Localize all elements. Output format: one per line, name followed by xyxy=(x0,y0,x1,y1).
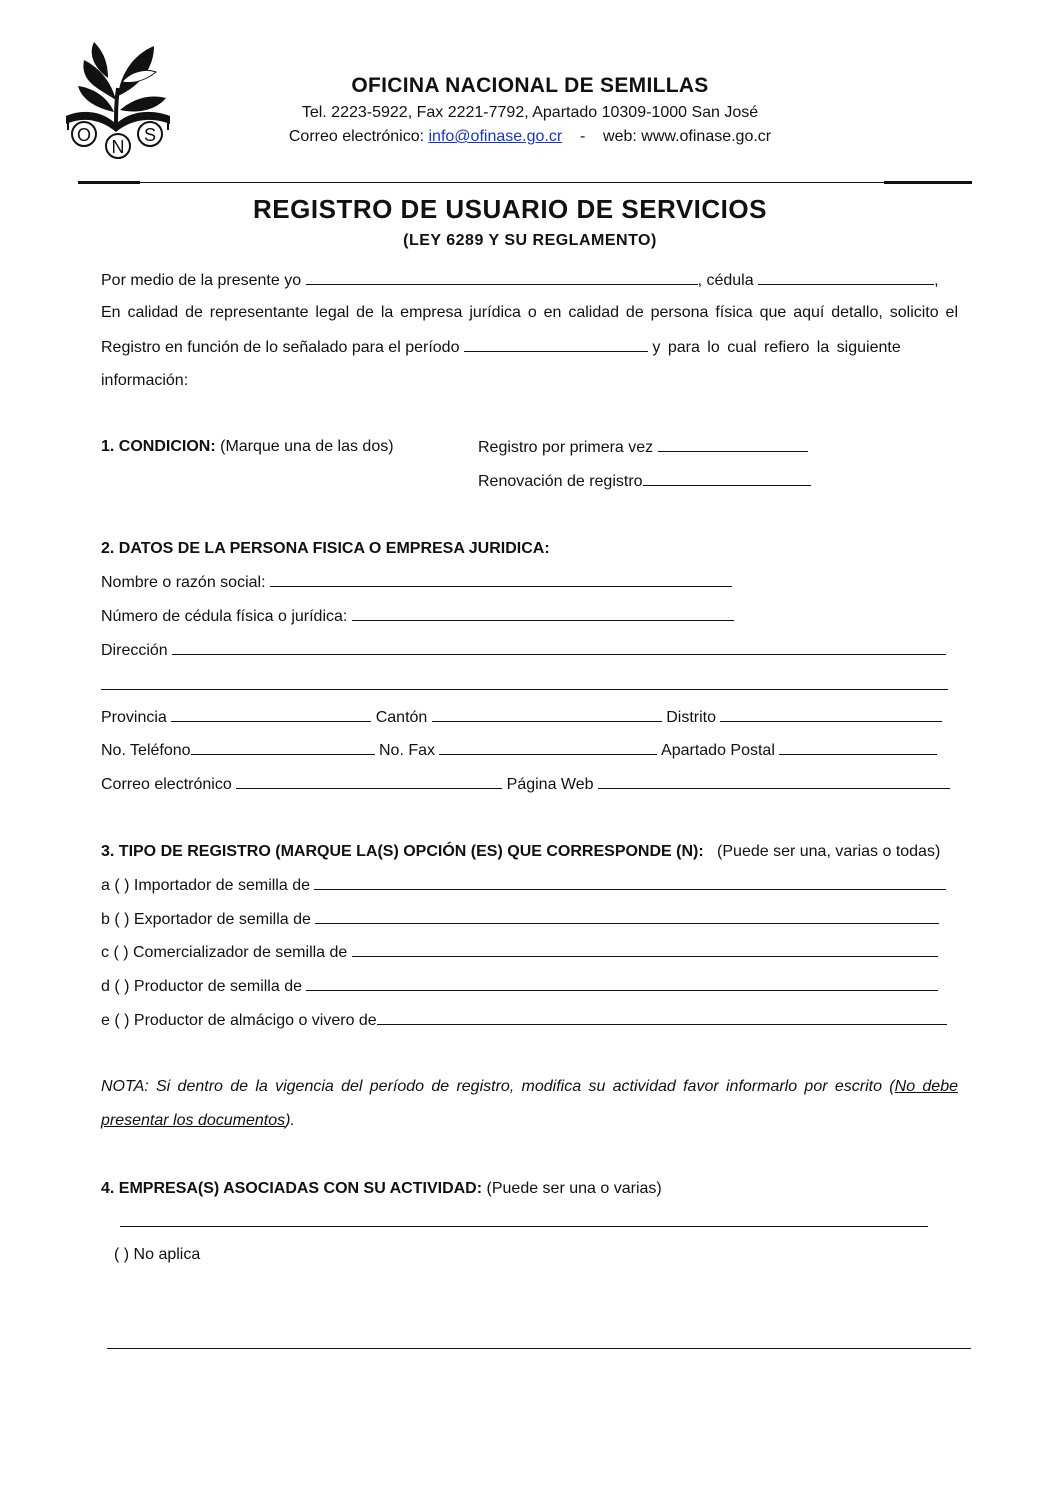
condition-renewal-label: Renovación de registro xyxy=(478,473,643,490)
condition-first-time xyxy=(478,437,808,458)
address-blank-2[interactable] xyxy=(101,689,948,690)
id-row xyxy=(101,606,734,627)
option-d-checkbox[interactable]: d ( ) xyxy=(101,978,130,995)
section1-heading-line xyxy=(101,437,394,457)
phone-blank[interactable] xyxy=(191,740,375,755)
note-text: NOTA: Si dentro de la vigencia del período de registro, modifica su actividad favor informarlo por escrito ( xyxy=(101,1078,895,1095)
option-a-checkbox[interactable]: a ( ) xyxy=(101,877,130,894)
option-e-checkbox[interactable]: e ( ) xyxy=(101,1012,130,1029)
pobox-blank[interactable] xyxy=(779,740,937,755)
condition-first-time-blank[interactable] xyxy=(658,437,808,452)
phone-row xyxy=(101,740,937,761)
address-row xyxy=(101,640,946,661)
condition-first-time-label: Registro por primera vez xyxy=(478,439,654,456)
logo-letter-o: O xyxy=(76,125,92,145)
option-d-blank[interactable] xyxy=(306,976,938,991)
option-a-label: Importador de semilla de xyxy=(133,877,310,894)
intro-text-refiero: y para lo cual refiero la siguiente xyxy=(652,339,901,356)
email-link[interactable]: info@ofinase.go.cr xyxy=(428,128,563,145)
org-name: OFICINA NACIONAL DE SEMILLAS xyxy=(351,74,709,97)
business-name-label: Nombre o razón social: xyxy=(101,574,266,591)
page-title: REGISTRO DE USUARIO DE SERVICIOS xyxy=(253,194,767,224)
period-blank[interactable] xyxy=(464,337,648,352)
condition-renewal xyxy=(478,471,811,492)
canton-label: Cantón xyxy=(375,709,428,726)
header-rule-right xyxy=(884,181,972,184)
org-email-web-line xyxy=(240,128,820,146)
logo-letter-s: S xyxy=(143,125,157,145)
note-end: ). xyxy=(285,1112,295,1129)
province-blank[interactable] xyxy=(171,707,371,722)
option-c-label: Comercializador de semilla de xyxy=(133,944,348,961)
option-d-label: Productor de semilla de xyxy=(133,978,302,995)
email-row xyxy=(101,774,950,795)
intro-text-periodo: Registro en función de lo señalado para el período xyxy=(101,339,460,356)
pobox-label: Apartado Postal xyxy=(661,742,775,759)
phone-label: No. Teléfono xyxy=(101,742,191,759)
id-number-blank[interactable] xyxy=(352,606,734,621)
address-label: Dirección xyxy=(101,642,168,659)
register-option-d xyxy=(101,976,938,997)
section4-heading: 4. EMPRESA(S) ASOCIADAS CON SU ACTIVIDAD: xyxy=(101,1180,483,1197)
section3-heading: 3. TIPO DE REGISTRO (MARQUE LA(S) OPCIÓN (ES) QUE CORRESPONDE (N): xyxy=(101,843,704,860)
logo-letter-n: N xyxy=(111,137,125,157)
section4-note: (Puede ser una o varias) xyxy=(486,1180,662,1197)
header-rule-left xyxy=(78,181,140,184)
section3-note: (Puede ser una, varias o todas) xyxy=(717,843,941,860)
intro-line-2: En calidad de representante legal de la empresa jurídica o en calidad de persona física que aquí detallo, solicito el xyxy=(101,304,958,321)
intro-text-yo: Por medio de la presente yo xyxy=(101,272,302,289)
web-address: web: www.ofinase.go.cr xyxy=(603,128,772,145)
header-rule-middle xyxy=(140,182,884,183)
district-label: Distrito xyxy=(666,709,716,726)
option-a-blank[interactable] xyxy=(314,875,946,890)
footer-rule xyxy=(107,1348,971,1349)
option-c-blank[interactable] xyxy=(352,942,938,957)
intro-text-cedula: , cédula xyxy=(697,272,754,289)
website-label: Página Web xyxy=(506,776,594,793)
province-row xyxy=(101,707,942,728)
section1-note: (Marque una de las dos) xyxy=(220,438,394,455)
fax-label: No. Fax xyxy=(379,742,436,759)
option-b-checkbox[interactable]: b ( ) xyxy=(101,911,130,928)
register-option-c xyxy=(101,942,938,963)
intro-line-3 xyxy=(101,337,901,358)
option-b-blank[interactable] xyxy=(315,909,939,924)
associated-companies-blank[interactable] xyxy=(120,1226,928,1227)
register-option-b xyxy=(101,909,939,930)
name-blank[interactable] xyxy=(306,270,698,285)
cedula-blank[interactable] xyxy=(758,270,934,285)
note-underlined-2: presentar los documentos xyxy=(101,1112,286,1129)
condition-renewal-blank[interactable] xyxy=(643,471,811,486)
register-option-a xyxy=(101,875,946,896)
form-email-blank[interactable] xyxy=(236,774,502,789)
note-underlined-1: No debe xyxy=(894,1078,958,1095)
not-applicable-option[interactable]: ( ) No aplica xyxy=(114,1246,201,1263)
district-blank[interactable] xyxy=(720,707,942,722)
fax-blank[interactable] xyxy=(439,740,657,755)
section1-heading: 1. CONDICION: xyxy=(101,438,216,455)
separator: - xyxy=(579,128,586,145)
business-name-blank[interactable] xyxy=(270,572,732,587)
ons-logo xyxy=(58,38,178,162)
canton-blank[interactable] xyxy=(432,707,662,722)
email-label: Correo electrónico: xyxy=(288,128,425,145)
org-contact-line: Tel. 2223-5922, Fax 2221-7792, Apartado 10309-1000 San José xyxy=(301,104,759,121)
section3-heading-line xyxy=(101,842,940,862)
form-email-label: Correo electrónico xyxy=(101,776,232,793)
section2-heading: 2. DATOS DE LA PERSONA FISICA O EMPRESA JURIDICA: xyxy=(101,540,550,557)
note-line-2 xyxy=(101,1111,295,1131)
page-subtitle: (LEY 6289 Y SU REGLAMENTO) xyxy=(403,232,657,249)
province-label: Provincia xyxy=(101,709,167,726)
id-number-label: Número de cédula física o jurídica: xyxy=(101,608,348,625)
seedling-icon xyxy=(58,38,178,162)
intro-line-1 xyxy=(101,270,939,291)
website-blank[interactable] xyxy=(598,774,950,789)
section4-heading-line xyxy=(101,1179,662,1199)
option-c-checkbox[interactable]: c ( ) xyxy=(101,944,129,961)
name-row xyxy=(101,572,732,593)
option-e-blank[interactable] xyxy=(377,1010,947,1025)
intro-comma: , xyxy=(934,272,939,289)
option-b-label: Exportador de semilla de xyxy=(133,911,311,928)
intro-line-4: información: xyxy=(101,372,189,389)
address-blank[interactable] xyxy=(172,640,946,655)
option-e-label: Productor de almácigo o vivero de xyxy=(133,1012,377,1029)
register-option-e xyxy=(101,1010,947,1031)
note-line-1 xyxy=(101,1077,958,1097)
